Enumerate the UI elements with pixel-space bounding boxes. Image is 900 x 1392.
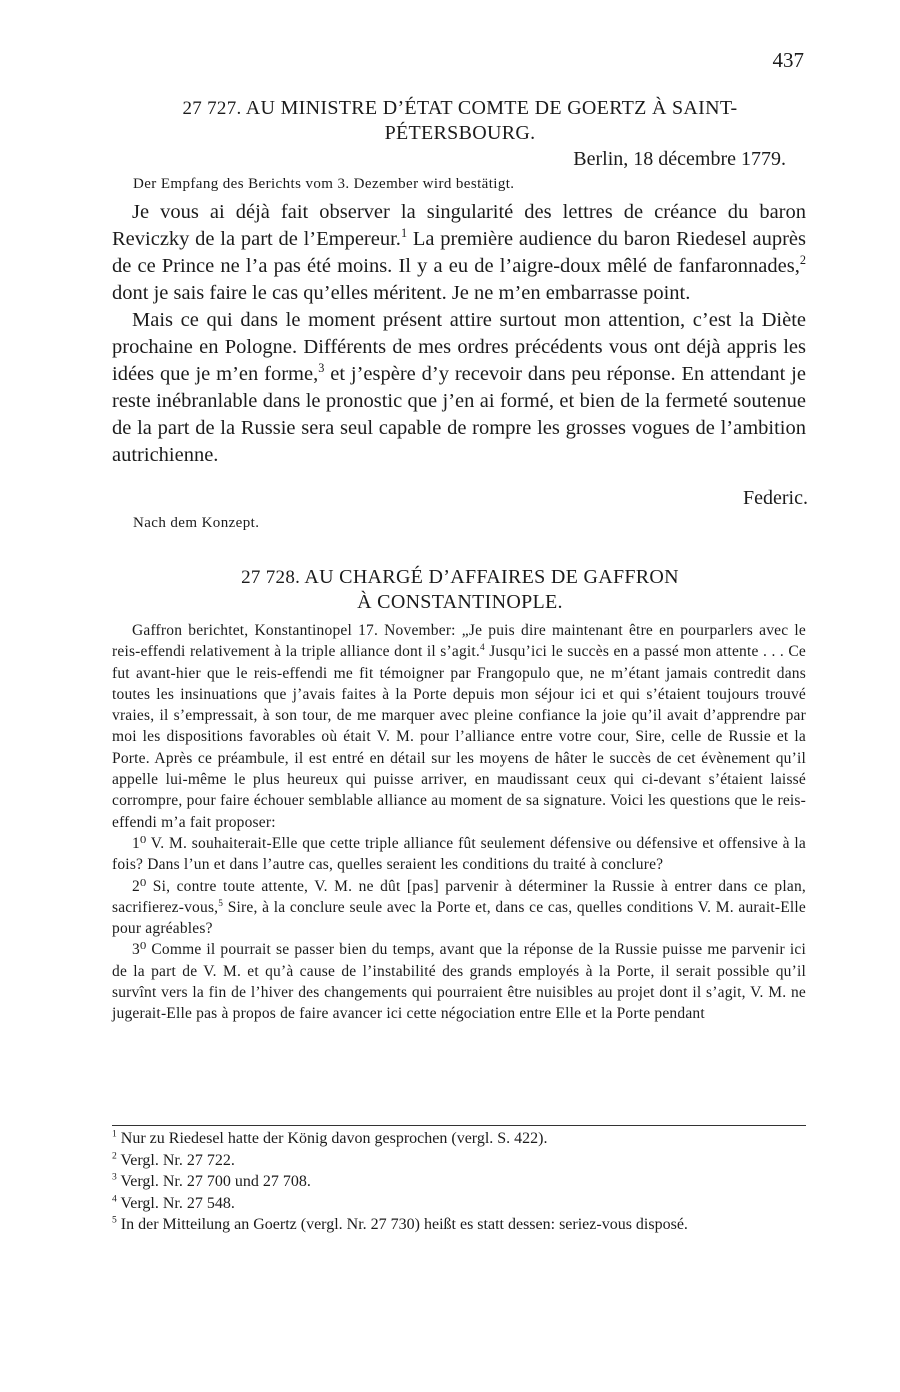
doc1-paragraph-2 [112,307,806,469]
footnotes [112,1128,806,1236]
doc1-title-line2: PÉTERSBOURG. [384,122,536,144]
doc1-para2-text-a: Mais ce qui dans le moment présent attire surtout mon attention, c’est la Diète prochaine en Pologne. Différents de mes ordres précédents vous ont déjà appris les idées que je m’en forme, [112,309,806,385]
footnote-ref-5: 5 [218,898,224,909]
footnote-2 [112,1150,806,1172]
doc1-paragraph-1 [112,199,806,307]
doc1-summary: Der Empfang des Berichts vom 3. Dezember wird bestätigt. [133,176,515,192]
doc1-dateline: Berlin, 18 décembre 1779. [573,148,786,170]
doc1-para1-text-c: dont je sais faire le cas qu’elles méritent. Je ne m’en embarrasse point. [112,282,691,304]
footnote-mark-5: 5 [112,1215,117,1227]
footnote-ref-1: 1 [400,226,408,241]
doc1-para1-text-a: Je vous ai déjà fait observer la singularité des lettres de créance du baron Reviczky de la part de l’Empereur. [112,201,806,250]
doc2-question-1: 1⁰ V. M. souhaiterait-Elle que cette triple alliance fût seulement défensive ou défensive et offensive à la fois? Dans l’un et dans l’autre cas, quelles seraient les conditions du traité à conclure? [112,834,806,874]
doc2-question-3: 3⁰ Comme il pourrait se passer bien du temps, avant que la réponse de la Russie puisse me parvenir ici de la part de V. M. et qu’à cause de l’instabilité des grands employés à la Porte, il serait possible qu’il survînt vers la fin de l’hiver des changements qui pourraient être nuisibles au projet dont il s’agit, V. M. ne jugerait-Elle pas à propos de faire avancer ici cette négociation entre Elle et la Porte pendant [112,941,806,1023]
doc1-letter-body [112,199,806,469]
doc2-report-body [112,620,806,1025]
footnote-mark-3: 3 [112,1171,117,1183]
footnote-ref-3: 3 [318,361,325,376]
footnote-text-1: Nur zu Riedesel hatte der König davon gesprochen (vergl. S. 422). [116,1130,548,1147]
footnote-mark-2: 2 [112,1150,117,1162]
doc1-para2-text-b: et j’espère d’y recevoir dans peu réponse. En attendant je reste inébranlable dans le pronostic que j’en ai formé, et bien de la fermeté soutenue de la part de la Russie sera seul capable de rompre les grosses vogues de l’ambition autrichienne. [112,363,806,466]
doc2-title-line1 [110,565,810,590]
footnote-divider [112,1125,806,1126]
doc1-para1-text-b: La première audience du baron Riedesel auprès de ce Prince ne l’a pas été moins. Il y a eu de l’aigre-doux mêlé de fanfaronnades, [112,228,806,277]
doc2-number: 27 728. [241,567,301,588]
doc2-intro-text-b: Jusqu’ici le succès en a passé mon attente . . . Ce fut avant-hier que le reis-effendi me fit témoigner par Frangopulo que, ne m’étant jamais contredit dans toutes les insinuations que j’avais faites à la Porte depuis mon séjour ici et qui s’étaient toujours trouvé vraies, il s’empressait, à son tour, de me marquer avec pleine confiance la joie qu’il avait d’apprendre par moi les dispositions favorables où était V. M. pour l’alliance entre votre cour, Sire, celle de Russie et la Porte. Après ce préambule, il est entré en détail sur les moyens de hâter le succès de cet évènement qu’il appelle lui-même le plus heureux qui puisse arriver, en maudissant ceux qui ci-devant s’étaient laissé corrompre, pour faire échouer semblable alliance au moment de sa signature. Voici les questions que le reis-effendi m’a fait proposer: [112,643,806,831]
doc1-title-text: AU MINISTRE D’ÉTAT COMTE DE GOERTZ À SAINT- [245,97,738,119]
doc2-q2-text-b: Sire, à la conclure seule avec la Porte et, dans ce cas, quelles conditions V. M. aurait-Elle pour agréables? [112,898,806,938]
footnote-5 [112,1214,806,1236]
doc1-heading [110,96,810,145]
footnote-ref-2: 2 [799,253,806,268]
footnote-text-2: Vergl. Nr. 27 722. [116,1151,235,1169]
footnote-mark-1: 1 [112,1128,117,1140]
footnote-text-3: Vergl. Nr. 27 700 und 27 708. [116,1173,311,1191]
footnote-text-4: Vergl. Nr. 27 548. [116,1194,235,1212]
doc1-source-note: Nach dem Konzept. [133,515,260,531]
doc2-title-line2: À CONSTANTINOPLE. [357,591,563,613]
footnote-3 [112,1171,806,1193]
doc2-intro-paragraph [112,620,806,833]
footnote-1 [112,1128,806,1150]
doc1-signature: Federic. [743,487,808,509]
footnote-ref-4: 4 [480,643,485,654]
doc1-number: 27 727. [182,98,242,119]
doc2-intro-text-a: Gaffron berichtet, Konstantinopel 17. November: „Je puis dire maintenant être en pourparlers avec le reis-effendi relativement à la triple alliance dont il s’agit. [112,622,806,661]
doc2-title-text: AU CHARGÉ D’AFFAIRES DE GAFFRON [304,566,679,588]
doc2-question-2 [112,876,806,940]
doc1-title-line1 [110,96,810,121]
doc2-q2-text-a: 2⁰ Si, contre toute attente, V. M. ne dût [pas] parvenir à déterminer la Russie à entrer dans ce plan, sacrifierez-vous, [112,877,806,916]
page-number: 437 [772,48,804,72]
footnote-4 [112,1193,806,1215]
doc2-heading [110,565,810,614]
footnote-mark-4: 4 [112,1193,117,1205]
footnote-text-5: In der Mitteilung an Goertz (vergl. Nr. 27 730) heißt es statt dessen: seriez-vous disposé. [116,1216,688,1234]
